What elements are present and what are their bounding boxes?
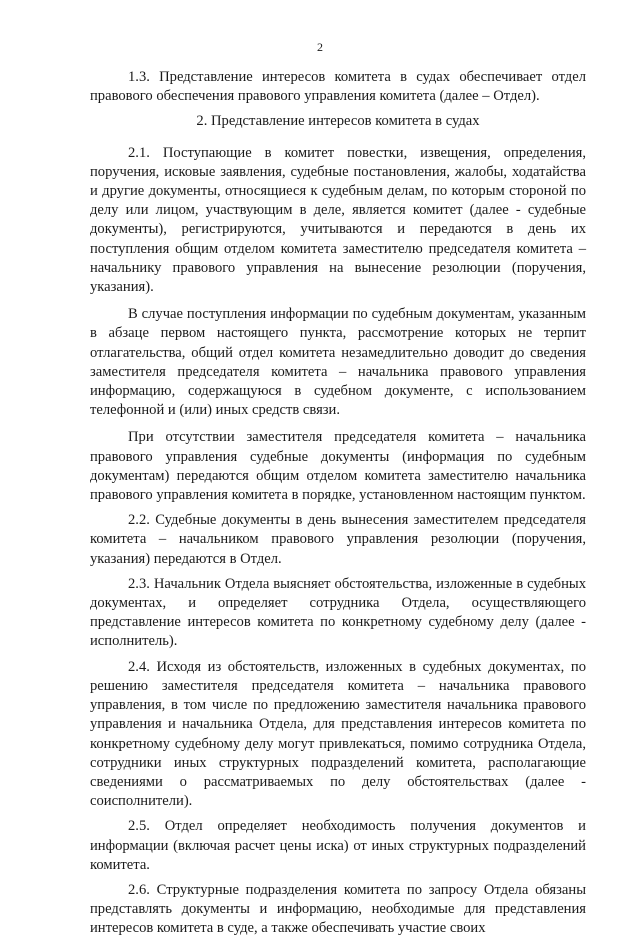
paragraph-2-2: 2.2. Судебные документы в день вынесения заместителем председателя комитета – начальником правового управления резолюции (поручения, указания) передаются в Отдел. xyxy=(90,512,586,567)
paragraph-2-1-third: При отсутствии заместителя председателя комитета – начальника правового управления судебные документы (информация по судебным документам) передаются общим отделом комитета заместителю начальника правового управления комитета в порядке, установленном настоящим пунктом. xyxy=(90,429,586,504)
paragraph-2-4: 2.4. Исходя из обстоятельств, изложенных в судебных документах, по решению заместителя председателя комитета – начальника правового управления, в том числе по предложению заместителя начальника правового управления и начальника Отдела, для представления интересов комитета по конкретному судебному делу могут привлекаться, помимо сотрудника Отдела, сотрудники иных структурных подразделений комитета, располагающие сведениями о рассматриваемых по делу обстоятельствах (далее - соисполнители). xyxy=(90,658,586,810)
document-body xyxy=(90,68,586,939)
paragraph-1-3: 1.3. Представление интересов комитета в судах обеспечивает отдел правового обеспечения правового управления комитета (далее – Отдел). xyxy=(90,69,586,105)
section-heading: 2. Представление интересов комитета в судах xyxy=(196,113,480,130)
paragraph-2-1-second: В случае поступления информации по судебным документам, указанным в абзаце первом настоящего пункта, рассмотрение которых не терпит отлагательства, общий отдел комитета незамедлительно доводит до сведения заместителя председателя комитета – начальника правового управления информацию, содержащуюся в судебном документе, с использованием телефонной и (или) иных средств связи. xyxy=(90,306,586,419)
paragraph-2-5: 2.5. Отдел определяет необходимость получения документов и информации (включая расчет цены иска) от иных структурных подразделений комитета. xyxy=(90,818,586,873)
page-number: 2 xyxy=(317,40,323,54)
paragraph-2-6: 2.6. Структурные подразделения комитета по запросу Отдела обязаны представлять документы и информацию, необходимые для представления интересов комитета в суде, а также обеспечивать участие своих xyxy=(90,881,586,937)
paragraph-2-1: 2.1. Поступающие в комитет повестки, извещения, определения, поручения, исковые заявления, судебные постановления, жалобы, ходатайства и другие документы, относящиеся к судебным делам, по которым стороной по делу или лицом, участвующим в деле, является комитет (далее - судебные документы), регистрируются, учитываются и передаются в день их поступления общим отделом комитета заместителю председателя комитета – начальнику правового управления на вынесение резолюции (поручения, указания). xyxy=(90,144,586,296)
paragraph-2-3: 2.3. Начальник Отдела выясняет обстоятельства, изложенные в судебных документах, и определяет сотрудника Отдела, осуществляющего представление интересов комитета по конкретному судебному делу (далее - исполнитель). xyxy=(90,575,586,650)
